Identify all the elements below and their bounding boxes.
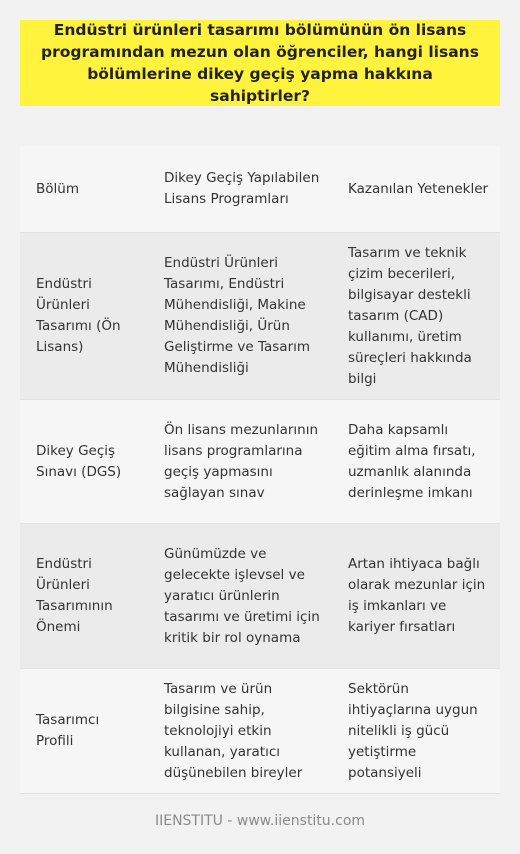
header-cell-skills: Kazanılan Yetenekler	[348, 180, 489, 197]
table-cell-section: Dikey Geçiş Sınavı (DGS)	[36, 442, 122, 480]
page-title: Endüstri ürünleri tasarımı bölümünün ön lisans programından mezun olan öğrenciler, hangi lisans bölümlerine dikey geçiş yapma hakkına sahiptirler?	[41, 21, 479, 105]
header-cell-section: Bölüm	[36, 180, 79, 197]
table-row	[20, 233, 500, 400]
table-cell-skills: Artan ihtiyaca bağlı olarak mezunlar için iş imkanları ve kariyer fırsatları	[348, 556, 486, 635]
comparison-table	[20, 146, 500, 794]
header-cell-programs: Dikey Geçiş Yapılabilen Lisans Programları	[164, 170, 320, 207]
footer-credit: IIENSTITU - www.iienstitu.com	[154, 813, 366, 829]
table-row	[20, 524, 500, 669]
table-cell-skills: Tasarım ve teknik çizim becerileri, bilgisayar destekli tasarım (CAD) kullanımı, üretim süreçleri hakkında bilgi	[348, 244, 472, 387]
table-cell-skills: Daha kapsamlı eğitim alma fırsatı, uzmanlık alanında derinleşme imkanı	[348, 421, 476, 501]
table-row	[20, 669, 500, 794]
table-cell-section: Tasarımcı Profili	[36, 712, 100, 749]
table-cell-programs: Endüstri Ürünleri Tasarımı, Endüstri Mühendisliği, Makine Mühendisliği, Ürün Geliştirme ve Tasarım Mühendisliği	[164, 255, 311, 376]
table-header-row	[20, 146, 500, 233]
table-cell-section: Endüstri Ürünleri Tasarımının Önemi	[36, 556, 113, 635]
table-cell-skills: Sektörün ihtiyaçlarına uygun nitelikli iş gücü yetiştirme potansiyeli	[348, 680, 478, 781]
title-banner	[20, 20, 500, 106]
table-cell-section: Endüstri Ürünleri Tasarımı (Ön Lisans)	[36, 276, 121, 355]
table-cell-programs: Günümüzde ve gelecekte işlevsel ve yaratıcı ürünlerin tasarımı ve üretimi için kritik bir rol oynama	[164, 545, 320, 646]
table-cell-programs: Ön lisans mezunlarının lisans programlarına geçiş yapmasını sağlayan sınav	[164, 421, 319, 501]
table-row	[20, 400, 500, 524]
table-cell-programs: Tasarım ve ürün bilgisine sahip, teknolojiyi etkin kullanan, yaratıcı düşünebilen bireyler	[164, 680, 303, 781]
